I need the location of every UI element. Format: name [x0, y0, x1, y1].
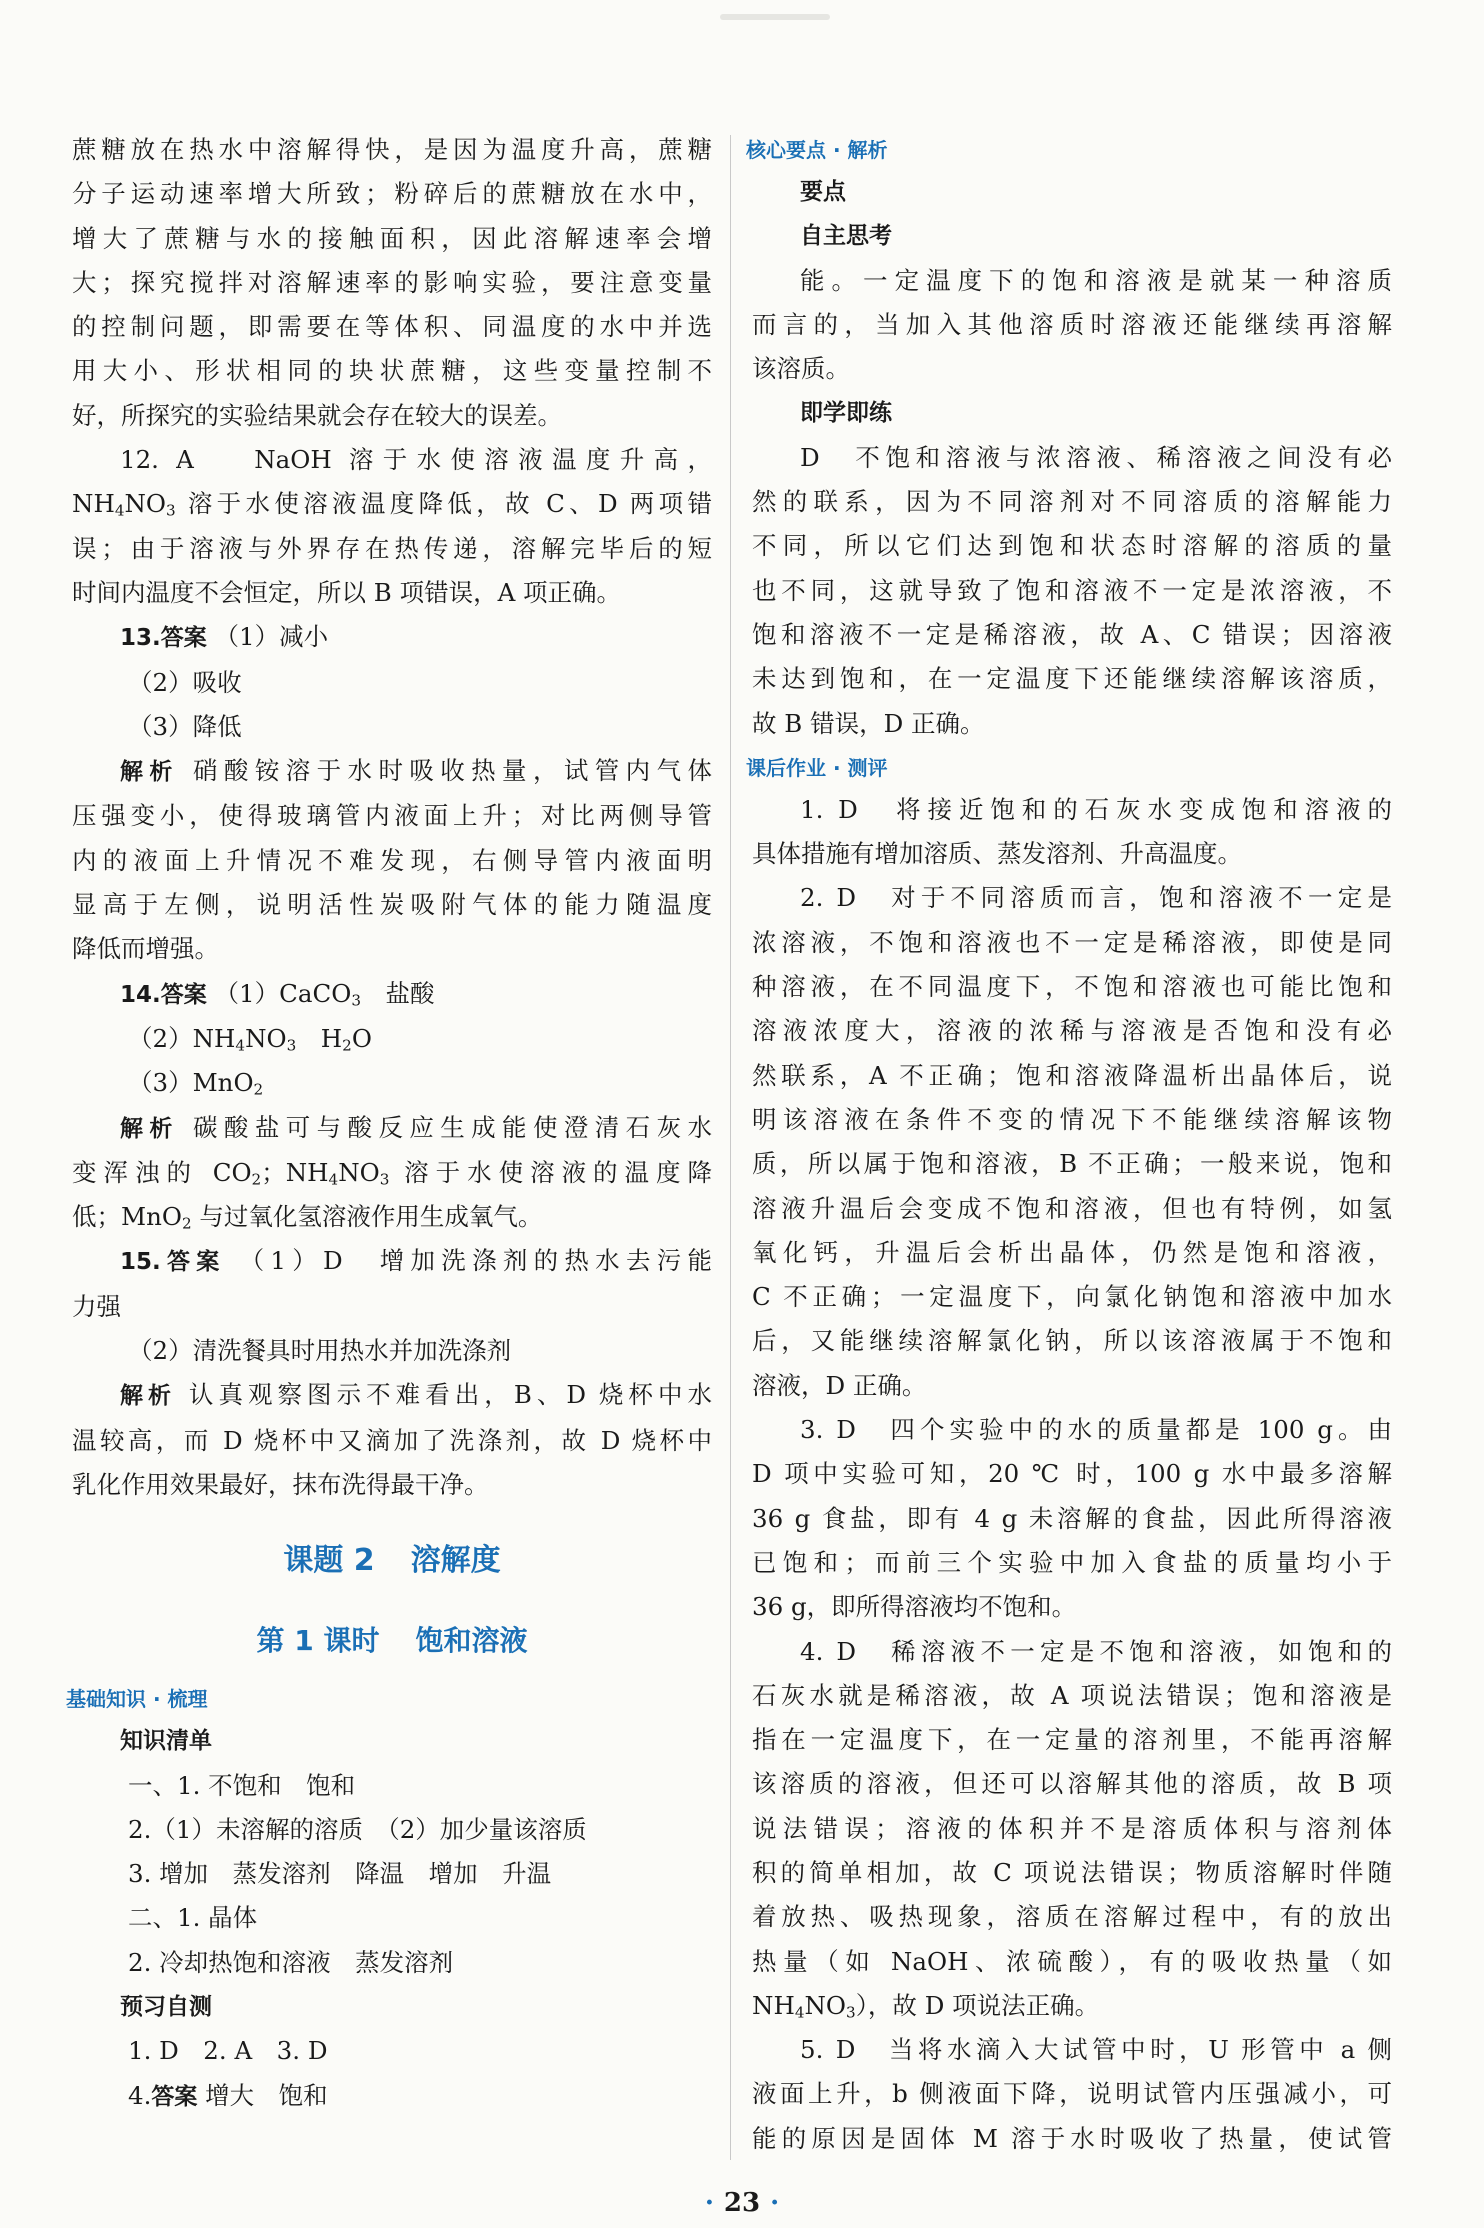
text-line: 然联系，A 不正确；饱和溶液降温析出晶体后，说 [752, 1060, 1392, 1090]
text-line: 该溶质的溶液，但还可以溶解其他的溶质，故 B 项 [752, 1769, 1392, 1799]
text-line: D 不饱和溶液与浓溶液、稀溶液之间没有必 [800, 442, 1392, 472]
text-line: 溶液，D 正确。 [752, 1370, 927, 1400]
analysis-line: 降低而增强。 [72, 934, 219, 964]
answer-r1 [752, 788, 1392, 877]
analysis-line: 解析 硝酸铵溶于水时吸收热量，试管内气体 [120, 756, 712, 786]
text-line: 说法错误；溶液的体积并不是溶质体积与溶剂体 [752, 1813, 1392, 1843]
text-line: 4. D 稀溶液不一定是不饱和溶液，如饱和的 [800, 1636, 1392, 1666]
top-scan-mark [720, 14, 830, 20]
answer-line: 13.答案 （1）减小 [120, 622, 329, 652]
analysis-line: 压强变小，使得玻璃管内液面上升；对比两侧导管 [72, 801, 712, 831]
text-line: 3. D 四个实验中的水的质量都是 100 g。由 [800, 1415, 1392, 1445]
text-line: 增大了蔗糖与水的接触面积，因此溶解速率会增 [72, 223, 712, 253]
knowledge-item: 3. 增加 蒸发溶剂 降温 增加 升温 [128, 1859, 552, 1889]
analysis-line: 解析 碳酸盐可与酸反应生成能使澄清石灰水 [120, 1112, 712, 1142]
text-line: 液面上升，b 侧液面下降，说明试管内压强减小，可 [752, 2079, 1392, 2109]
answer-line: （2）吸收 [128, 667, 242, 697]
text-line: 36 g 食盐，即有 4 g 未溶解的食盐，因此所得溶液 [752, 1503, 1392, 1533]
column-divider [730, 135, 731, 2160]
preview-item: 1. D 2. A 3. D [128, 2036, 328, 2066]
answer-12 [72, 438, 712, 615]
text-line: 氧化钙，升温后会析出晶体，仍然是饱和溶液， [752, 1237, 1392, 1267]
text-line: 着放热、吸热现象，溶质在溶解过程中，有的放出 [752, 1902, 1392, 1932]
text-line: $NH_4NO_3$ 溶于水使溶液温度降低，故 C、D 两项错 [72, 489, 712, 520]
analysis-line: 解析 认真观察图示不难看出，B、D 烧杯中水 [120, 1380, 712, 1410]
analysis-line: 乳化作用效果最好，抹布洗得最干净。 [72, 1469, 489, 1499]
section-tag-homework: 课后作业 · 测评 [746, 755, 888, 780]
text-line: 2. D 对于不同溶质而言，饱和溶液不一定是 [800, 883, 1392, 913]
text-line: 浓溶液，不饱和溶液也不一定是稀溶液，即使是同 [752, 927, 1392, 957]
answer-r3 [752, 1408, 1392, 1629]
intro-paragraph [72, 128, 712, 438]
text-line: 故 B 错误，D 正确。 [752, 708, 985, 738]
text-line: 而言的，当加入其他溶质时溶液还能继续再溶解 [752, 309, 1392, 339]
knowledge-item: 二、1. 晶体 [128, 1903, 258, 1933]
text-line: 误；由于溶液与外界存在热传递，溶解完毕后的短 [72, 533, 712, 563]
preview-item: 4.答案 增大 饱和 [128, 2080, 328, 2110]
answer-line: 15.答案 （1）D 增加洗涤剂的热水去污能 [120, 1246, 712, 1276]
text-line: 积的简单相加，故 C 项说法错误；物质溶解时伴随 [752, 1857, 1392, 1887]
text-line: 蔗糖放在热水中溶解得快，是因为温度升高，蔗糖 [72, 135, 712, 164]
text-line: 热量（如 NaOH、浓硫酸），有的吸收热量（如 [752, 1946, 1392, 1976]
text-line: 能。一定温度下的饱和溶液是就某一种溶质 [800, 265, 1392, 295]
text-line: 已饱和；而前三个实验中加入食盐的质量均小于 [752, 1547, 1392, 1577]
answer-r5 [752, 2028, 1392, 2161]
analysis-line: 显高于左侧，说明活性炭吸附气体的能力随温度 [72, 890, 712, 920]
text-line: 指在一定温度下，在一定量的溶剂里，不能再溶解 [752, 1725, 1392, 1755]
text-line: 后，又能继续溶解氯化钠，所以该溶液属于不饱和 [752, 1326, 1392, 1356]
section-tag-core: 核心要点 · 解析 [746, 138, 888, 162]
text-line: 溶液浓度大，溶液的浓稀与溶液是否饱和没有必 [752, 1016, 1392, 1046]
preview-heading: 预习自测 [120, 1993, 212, 2020]
text-line: 1. D 将接近饱和的石灰水变成饱和溶液的 [800, 794, 1392, 824]
answer-15 [72, 1239, 712, 1507]
text-line: C 不正确；一定温度下，向氯化钠饱和溶液中加水 [752, 1282, 1392, 1312]
left-column [66, 128, 712, 2119]
text-line: 大；探究搅拌对溶解速率的影响实验，要注意变量 [72, 267, 712, 297]
answer-14 [72, 972, 712, 1240]
text-line: 好，所探究的实验结果就会存在较大的误差。 [72, 400, 562, 430]
text-line: 5. D 当将水滴入大试管中时，U 形管中 a 侧 [800, 2035, 1392, 2065]
text-line: 36 g，即所得溶液均不饱和。 [752, 1592, 1077, 1622]
right-column [746, 128, 1392, 2161]
text-line: $NH_4NO_3$），故 D 项说法正确。 [752, 1990, 1100, 2022]
text-line: 用大小、形状相同的块状蔗糖，这些变量控制不 [72, 356, 712, 386]
key-heading: 要点 [800, 179, 846, 205]
text-line: 12. A NaOH 溶于水使溶液温度升高， [120, 445, 712, 475]
text-line: 饱和溶液不一定是稀溶液，故 A、C 错误；因溶液 [752, 619, 1392, 649]
text-line: 该溶质。 [752, 354, 850, 384]
text-line: 明该溶液在条件不变的情况下不能继续溶解该物 [752, 1104, 1392, 1134]
section-tag-basic: 基础知识 · 梳理 [66, 1687, 208, 1712]
think-heading: 自主思考 [800, 223, 892, 250]
text-line: 的控制问题，即需要在等体积、同温度的水中并选 [72, 312, 712, 342]
text-line: 然的联系，因为不同溶剂对不同溶质的溶解能力 [752, 487, 1392, 517]
knowledge-item: 2.（1）未溶解的溶质 （2）加少量该溶质 [128, 1814, 587, 1844]
period-title: 第 1 课时 饱和溶液 [256, 1624, 528, 1658]
answer-line: （3）MnO$_2$ [128, 1068, 264, 1099]
text-line: 质，所以属于饱和溶液，B 不正确；一般来说，饱和 [752, 1149, 1392, 1179]
text-line: 分子运动速率增大所致；粉碎后的蔗糖放在水中， [72, 179, 712, 209]
analysis-line: 内的液面上升情况不难发现，右侧导管内液面明 [72, 845, 712, 875]
answer-line: $(2)NH_4NO_3$ $H_2O$ [128, 1023, 372, 1055]
text-line: 具体措施有增加溶质、蒸发溶剂、升高温度。 [752, 839, 1242, 869]
answer-13 [72, 615, 712, 971]
answer-line: 14.答案 （1）CaCO$_3$ 盐酸 [120, 978, 435, 1009]
text-line: 未达到饱和，在一定温度下还能继续溶解该溶质， [752, 664, 1392, 694]
text-line: 时间内温度不会恒定，所以 B 项错误，A 项正确。 [72, 577, 622, 607]
analysis-line: 温较高，而 D 烧杯中又滴加了洗涤剂，故 D 烧杯中 [72, 1425, 712, 1455]
text-line: 也不同，这就导致了饱和溶液不一定是浓溶液，不 [752, 575, 1392, 605]
page-number: · 23 · [704, 2188, 780, 2218]
knowledge-heading: 知识清单 [120, 1728, 212, 1755]
answer-r4 [752, 1630, 1392, 2029]
answer-line: （2）清洗餐具时用热水并加洗涤剂 [128, 1336, 512, 1366]
practice-heading: 即学即练 [800, 400, 892, 427]
text-line: 不同，所以它们达到饱和状态时溶解的溶质的量 [752, 531, 1392, 561]
text-line: 石灰水就是稀溶液，故 A 项说法错误；饱和溶液是 [752, 1680, 1392, 1710]
knowledge-item: 一、1. 不饱和 饱和 [128, 1770, 356, 1800]
text-line: 溶液升温后会变成不饱和溶液，但也有特例，如氢 [752, 1193, 1392, 1223]
answer-line: 力强 [72, 1291, 121, 1321]
text-line: 能的原因是固体 M 溶于水时吸收了热量，使试管 [752, 2123, 1392, 2153]
analysis-line: 低；MnO$_2$ 与过氧化氢溶液作用生成氧气。 [72, 1202, 543, 1233]
lesson-title: 课题 2 溶解度 [283, 1543, 501, 1579]
knowledge-item: 2. 冷却热饱和溶液 蒸发溶剂 [128, 1947, 454, 1977]
text-line: 种溶液，在不同温度下，不饱和溶液也可能比饱和 [752, 972, 1392, 1002]
answer-line: （3）降低 [128, 711, 242, 741]
text-line: D 项中实验可知，20 ℃ 时，100 g 水中最多溶解 [752, 1459, 1392, 1489]
analysis-line: 变浑浊的 $CO_2$；$NH_4NO_3$ 溶于水使溶液的温度降 [72, 1157, 712, 1189]
answer-r2 [752, 876, 1392, 1408]
